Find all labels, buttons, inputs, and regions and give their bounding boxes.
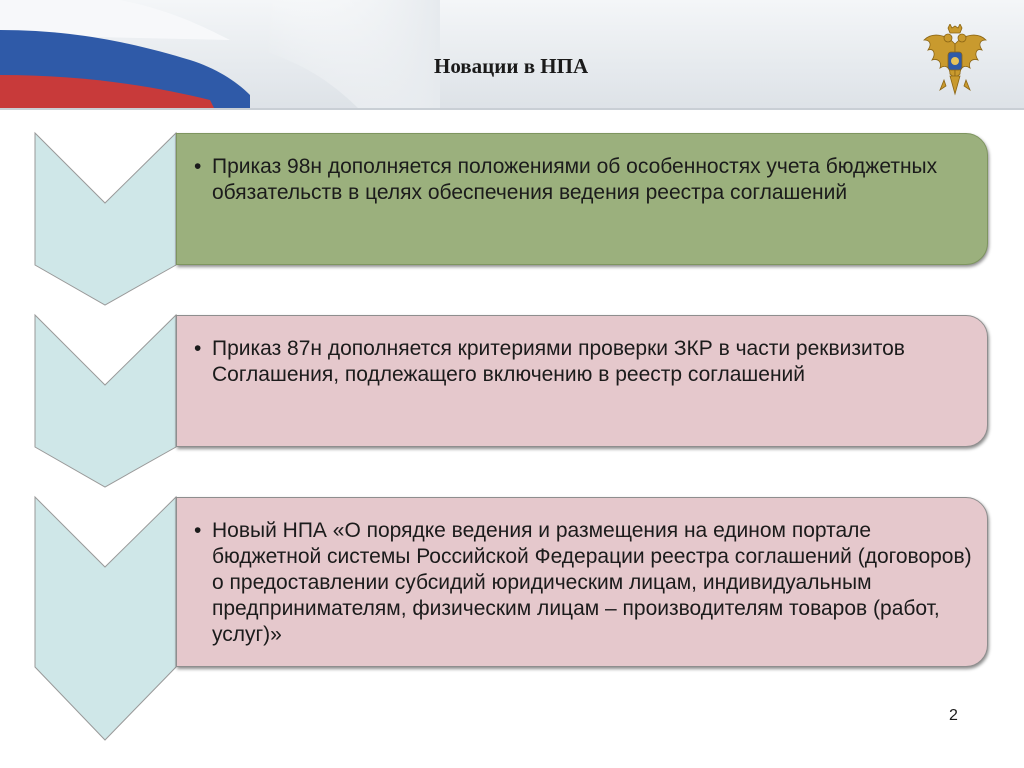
- list-item: [177, 154, 977, 206]
- item-text: Приказ 98н дополняется положениями об особенностях учета бюджетных обязательств в целях обеспечения ведения реестра соглашений: [212, 155, 938, 204]
- page-number: 2: [949, 707, 958, 724]
- item-text: Приказ 87н дополняется критериями проверки ЗКР в части реквизитов Соглашения, подлежащего включению в реестр соглашений: [212, 337, 905, 386]
- list-item: [177, 336, 977, 388]
- chevron-3: [35, 497, 176, 740]
- chevron-2: [35, 315, 176, 487]
- bullet: •: [194, 337, 202, 360]
- list-item: [177, 518, 977, 648]
- bullet: •: [194, 155, 202, 178]
- page-title: Новации в НПА: [434, 54, 589, 78]
- item-text: Новый НПА «О порядке ведения и размещения на едином портале бюджетной системы Российской Федерации реестра соглашений (договоров) о предоставлении субсидий юридическим лицам, индивидуальным предпринимателям, физическим лицам – производителям товаров (работ, услуг)»: [212, 519, 972, 646]
- chevron-1: [35, 133, 176, 305]
- content-box-1: [176, 133, 988, 265]
- double-headed-eagle-icon: [922, 24, 988, 96]
- chevron-arrows: [0, 0, 200, 768]
- content-box-2: [176, 315, 988, 447]
- content-box-3: [176, 497, 988, 667]
- bullet: •: [194, 519, 202, 542]
